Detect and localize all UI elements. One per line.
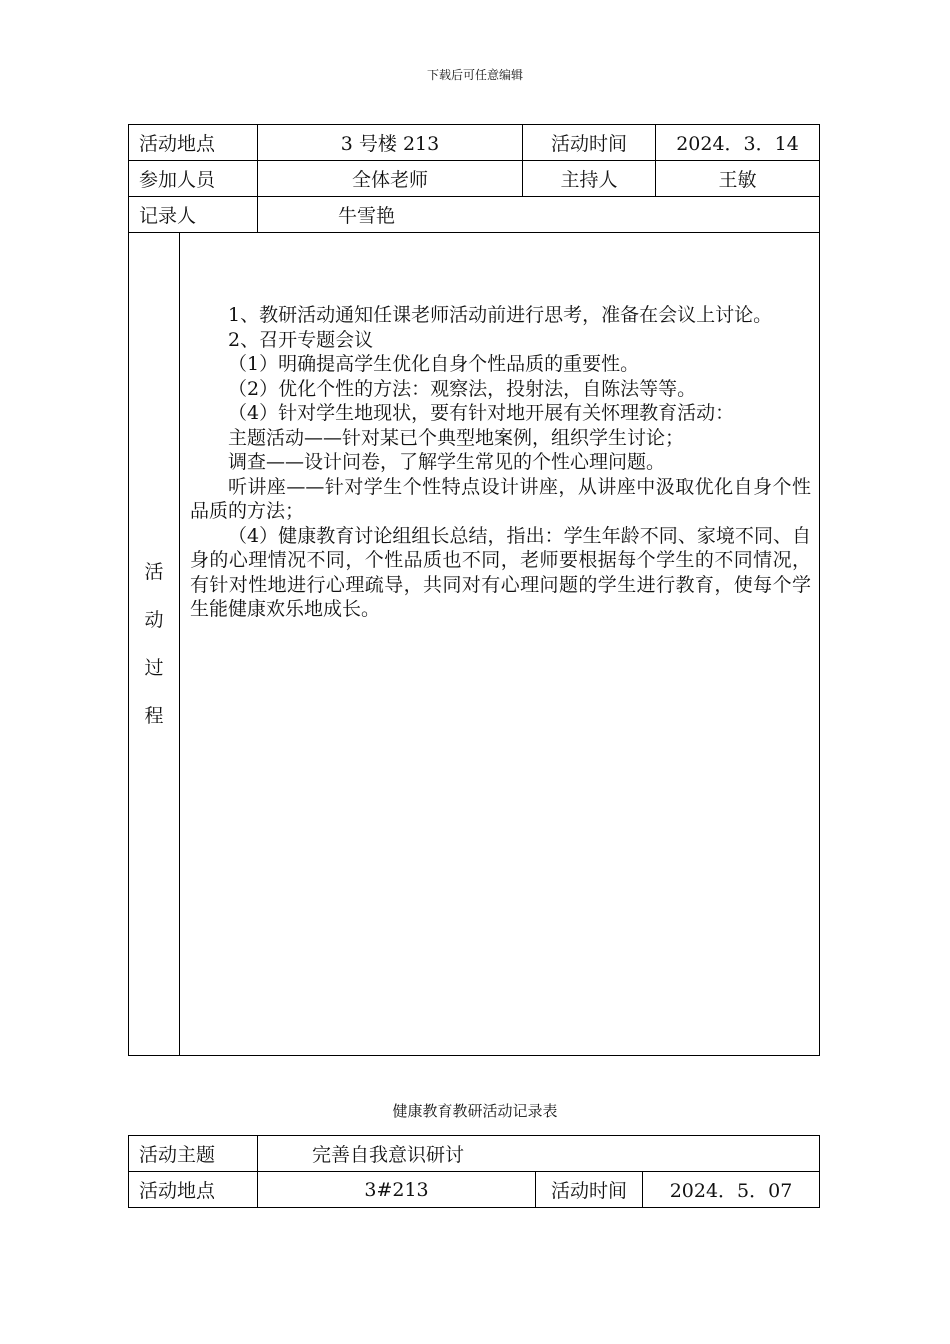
process-paragraph: 2、召开专题会议 xyxy=(228,328,374,351)
theme-label: 活动主题 xyxy=(129,1136,258,1172)
host-value: 王敏 xyxy=(656,161,820,197)
location-label: 活动地点 xyxy=(129,125,258,161)
activity-record-table-1 xyxy=(128,124,820,1056)
process-paragraph: （4）针对学生地现状，要有针对地开展有关怀理教育活动： xyxy=(228,402,735,424)
process-content xyxy=(180,233,820,1056)
time-label: 活动时间 xyxy=(523,125,656,161)
location-value: 3 号楼 213 xyxy=(258,125,523,161)
time-label-2: 活动时间 xyxy=(536,1172,643,1208)
time-value: 2024．3．14 xyxy=(656,125,820,161)
process-paragraph: （1）明确提高学生优化自身个性品质的重要性。 xyxy=(228,353,640,375)
process-label-char: 程 xyxy=(144,705,164,727)
location-label-2: 活动地点 xyxy=(129,1172,258,1208)
process-paragraph: 主题活动——针对某已个典型地案例，组织学生讨论； xyxy=(228,426,685,449)
theme-value: 完善自我意识研讨 xyxy=(258,1136,820,1172)
process-paragraph: 听讲座——针对学生个性特点设计讲座，从讲座中汲取优化自身个性品质的方法； xyxy=(190,475,812,522)
location-value-2: 3#213 xyxy=(258,1172,536,1208)
process-label-char: 活 xyxy=(144,561,164,583)
process-label xyxy=(129,233,180,1056)
participants-value: 全体老师 xyxy=(258,161,523,197)
process-paragraph: 调查——设计问卷，了解学生常见的个性心理问题。 xyxy=(228,451,666,473)
process-paragraph: （2）优化个性的方法：观察法，投射法，自陈法等等。 xyxy=(228,377,697,400)
host-label: 主持人 xyxy=(523,161,656,197)
recorder-value: 牛雪艳 xyxy=(258,197,820,233)
time-value-2: 2024．5．07 xyxy=(643,1172,820,1208)
process-label-char: 动 xyxy=(144,609,164,631)
header-note: 下载后可任意编辑 xyxy=(426,68,523,82)
participants-label: 参加人员 xyxy=(129,161,258,197)
recorder-label: 记录人 xyxy=(129,197,258,233)
process-paragraph: 1、教研活动通知任课老师活动前进行思考，准备在会议上讨论。 xyxy=(228,304,773,326)
process-label-char: 过 xyxy=(144,657,164,679)
activity-record-table-2 xyxy=(128,1135,820,1208)
table-caption: 健康教育教研活动记录表 xyxy=(392,1102,558,1120)
process-paragraph: （4）健康教育讨论组组长总结，指出：学生年龄不同、家境不同、自身的心理情况不同，个性品质也不同，老师要根据每个学生的不同情况，有针对性地进行心理疏导，共同对有心理问题的学生进行教育，使每个学生能健康欢乐地成长。 xyxy=(190,524,812,620)
